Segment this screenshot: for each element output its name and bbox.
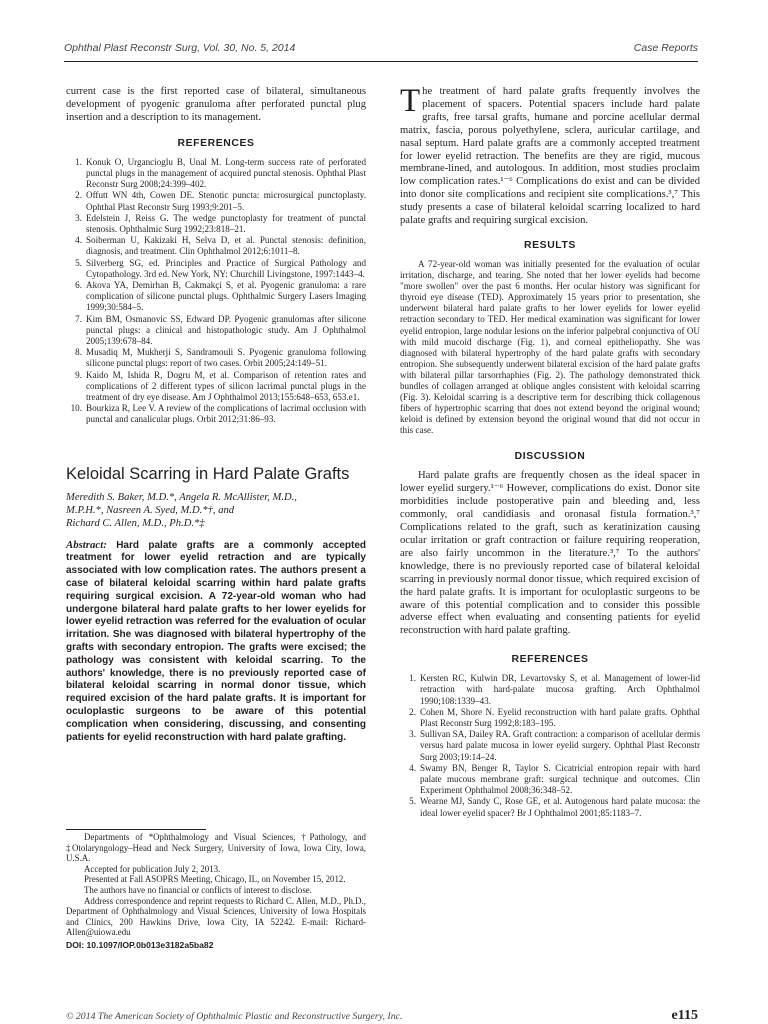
reference-item: [66, 157, 366, 191]
footnote-conflicts: The authors have no financial or conflicts of interest to disclose.: [84, 884, 312, 895]
footnote-rule: [66, 829, 206, 830]
discussion-text: Hard palate grafts are frequently chosen as the ideal spacer in lower eyelid surgery.¹⁻⁶ However, complications do exist. Donor site morbidities include postoperative pain and bleeding and, less commonly, oral candidiasis and oronasal fistula formation.³,⁷ Complications related to the graft, such as keratinization causing ocular irritation or graft contraction or failure requiring reoperation, are also fairly uncommon in the literature.³,⁷ To the authors' knowledge, there is no previously reported case of bilateral keloidal scarring in previously normal donor tissue, which required excision of the hard palate grafts. It is important for oculoplastic surgeons to be aware of this potential complication and to consider this possible adverse effect when evaluating and consenting patients for eyelid reconstruction with hard palate grafting.: [400, 470, 700, 637]
footnote-accepted: Accepted for publication July 2, 2013.: [84, 863, 221, 874]
reference-text: Kim BM, Osmanovic SS, Edward DP. Pyogenic granulomas after silicone punctal plugs: a clinical and histopathologic study. Am J Ophthalmol 2005;139:678–84.: [86, 313, 366, 346]
reference-text: Cohen M, Shore N. Eyelid reconstruction with hard palate grafts. Ophthal Plast Reconstr Surg 1992;8:183–195.: [420, 706, 700, 729]
reference-text: Swamy BN, Benger R, Taylor S. Cicatricial entropion repair with hard palate mucous membrane graft: surgical technique and outcomes. Clin Experiment Ophthalmol 2008;36:348–52.: [420, 762, 700, 796]
references-heading: REFERENCES: [177, 137, 255, 149]
references-heading: REFERENCES: [511, 654, 589, 666]
footnotes: [66, 832, 366, 951]
reference-item: [66, 280, 366, 314]
reference-number: 7.: [75, 313, 82, 324]
reference-number: 2.: [75, 190, 82, 201]
reference-item: [400, 707, 700, 729]
abstract-text: Hard palate grafts are a commonly accepted treatment for lower eyelid retraction and are typically associated with low complication rates. The authors present a case of bilateral keloidal scarring within hard palate grafts requiring surgical excision. A 72-year-old woman who had undergone bilateral hard palate grafts to her lower eyelids for lower eyelid retraction was referred for the evaluation of ocular irritation. She was diagnosed with bilateral hypertrophy of the grafts with secondary entropion. The grafts were excised; the pathology was consistent with keloidal scarring. To the authors' knowledge, there is no previously reported case of bilateral keloidal scarring in normal donor tissue, which required excision of the hard palate grafts. It is important for oculoplastic surgeons to be aware of this potential complication when considering, discussing, and consenting patients for eyelid reconstruction with hard palate grafting.: [66, 539, 367, 743]
reference-number: 1.: [75, 156, 82, 167]
reference-number: 4.: [75, 235, 82, 246]
reference-text: Offutt WN 4th, Cowen DE. Stenotic puncta: microsurgical punctoplasty. Ophthal Plast Reconstr Surg 1993;9:201–5.: [86, 190, 366, 212]
reference-item: [66, 213, 366, 235]
header-rule: [64, 61, 698, 62]
running-header: [64, 42, 698, 58]
previous-article-conclusion: current case is the first reported case of bilateral, simultaneous development of pyogenic granuloma after perforated punctal plug insertion and a description to its management.: [66, 86, 366, 123]
author-line: Meredith S. Baker, M.D.*, Angela R. McAllister, M.D.,: [66, 491, 297, 503]
reference-text: Bourkiza R, Lee V. A review of the complications of lacrimal occlusion with punctal and canalicular plugs. Orbit 2012;31:86–93.: [86, 403, 366, 425]
reference-number: 9.: [75, 369, 82, 380]
reference-number: 3.: [409, 729, 416, 740]
reference-text: Silverberg SG, ed. Principles and Practice of Surgical Pathology and Cytopathology. 3rd ed. New York, NY: Churchill Livingstone, 1997:1443–4.: [86, 257, 366, 279]
reference-number: 3.: [75, 212, 82, 223]
reference-item: [400, 729, 700, 763]
reference-item: [400, 763, 700, 797]
journal-citation: Ophthal Plast Reconstr Surg, Vol. 30, No. 5, 2014: [64, 42, 296, 54]
results-heading: RESULTS: [524, 239, 576, 251]
reference-text: Musadiq M, Mukherji S, Sandramouli S. Pyogenic granuloma following silicone punctal plugs: report of two cases. Orbit 2005;24:149–51.: [86, 347, 366, 369]
reference-text: Kaido M, Ishida R, Dogru M, et al. Comparison of retention rates and complications of 2 different types of silicon lacrimal punctal plugs in the treatment of dry eye disease. Am J Ophthalmol 2013;155:648–653, 653.e1.: [86, 369, 366, 402]
reference-number: 2.: [409, 706, 416, 717]
abstract-label: Abstract:: [66, 538, 107, 551]
page-footer: [66, 1008, 700, 1024]
introduction-text: he treatment of hard palate grafts frequently involves the placement of spacers. Potential spacers include hard palate grafts, free tarsal grafts, humane and porcine acellular dermal matrix, fascia, porous polyethylene, sclera, auricular cartilage, and nasal septum. Hard palate grafts are a commonly accepted treatment for lower eyelid retraction. The benefits are they are rigid, mucous membrane-lined, and autologous. In addition, most studies proclaim low complication rates.¹⁻⁶ Complications do exist and can be divided into donor site complications and recipient site complications.³,⁷ This study presents a case of bilateral keloidal scarring localized to hard palate grafts and requiring surgical excision.: [400, 86, 700, 227]
reference-item: [400, 796, 700, 818]
reference-item: [66, 258, 366, 280]
reference-number: 10.: [70, 403, 82, 414]
left-column: [66, 86, 366, 744]
reference-item: [400, 673, 700, 707]
doi-link[interactable]: DOI: 10.1097/IOP.0b013e3182a5ba82: [66, 939, 214, 950]
reference-number: 4.: [409, 762, 416, 773]
reference-item: [66, 190, 366, 212]
reference-item: [66, 403, 366, 425]
introduction: [400, 83, 700, 228]
author-line: Richard C. Allen, M.D., Ph.D.*‡: [66, 517, 205, 529]
drop-cap: T: [400, 83, 421, 119]
discussion-heading: DISCUSSION: [514, 451, 586, 463]
reference-text: Soiberman U, Kakizaki H, Selva D, et al. Punctal stenosis: definition, diagnosis, and treatment. Clin Ophthalmol 2012;6:1011–8.: [86, 235, 366, 257]
footnote-affiliations: Departments of *Ophthalmology and Visual Sciences, †Pathology, and ‡Otolaryngology–Head and Neck Surgery, University of Iowa, Iowa City, Iowa, U.S.A.: [66, 832, 366, 864]
right-column: [400, 83, 700, 819]
references-list: [400, 673, 700, 819]
reference-number: 5.: [409, 796, 416, 807]
results-text: A 72-year-old woman was initially presented for the evaluation of ocular irritation, discharge, and tearing. She noted that her lower eyelids had become "more swollen" over the past 6 months. Her ocular history was significant for thyroid eye disease (TED). Approximately 15 years prior to presentation, she underwent bilateral hard palate grafts to her lower eyelids for lower eyelid retraction secondary to TED. Her medical examination was significant for lower eyelid entropion, large nodular lesions on the inferior palpebral conjunctiva of OU with mild mucoid discharge (Fig. 1), and corneal epitheliopathy. She was diagnosed with bilateral hypertrophy of the hard palate grafts with secondary entropion. She subsequently underwent bilateral excision of the hard palate grafts with bilateral pillar tarsorrhaphies (Fig. 2). The pathology demonstrated thick bundles of collagen arranged at oblique angles consistent with keloidal scarring (Fig. 3). Keloidal scarring is a descriptive term for describing thick collagenous fibers of hypertrophic scarring that does not extend beyond the original wound; keloid is defined by extension beyond the original wound that did not occur in this case.: [400, 258, 700, 436]
copyright: © 2014 The American Society of Ophthalmic Plastic and Reconstructive Surgery, Inc.: [66, 1011, 403, 1022]
reference-item: [66, 370, 366, 404]
reference-text: Konuk O, Urgancioglu B, Unal M. Long-term success rate of perforated punctal plugs in the management of acquired punctal stenosis. Ophthal Plast Reconstr Surg 2008;24:399–402.: [86, 156, 366, 190]
reference-text: Wearne MJ, Sandy C, Rose GE, et al. Autogenous hard palate mucosa: the ideal lower eyelid spacer? Br J Ophthalmol 2001;85:1183–7.: [420, 796, 700, 818]
reference-number: 8.: [75, 347, 82, 358]
reference-text: Sullivan SA, Dailey RA. Graft contraction: a comparison of acellular dermis versus hard palate mucosa in lower eyelid surgery. Ophthal Plast Reconstr Surg 2003;19:14–24.: [420, 729, 700, 762]
footnote-presented: Presented at Fall ASOPRS Meeting, Chicago, IL, on November 15, 2012.: [84, 874, 346, 885]
reference-number: 5.: [75, 257, 82, 268]
reference-text: Kersten RC, Kulwin DR, Levartovsky S, et al. Management of lower-lid retraction with hard-palate mucosa grafting. Arch Ophthalmol 1990;108:1339–43.: [420, 673, 700, 706]
reference-item: [66, 347, 366, 369]
author-line: M.P.H.*, Nasreen A. Syed, M.D.*†, and: [66, 504, 235, 516]
references-list: [66, 157, 366, 426]
reference-item: [66, 314, 366, 348]
reference-text: Edelstein J, Reiss G. The wedge punctoplasty for treatment of punctal stenosis. Ophthalmic Surg 1992;23:818–21.: [86, 212, 366, 234]
page-number: e115: [671, 1008, 698, 1023]
reference-text: Akova YA, Demirhan B, Cakmakçi S, et al. Pyogenic granuloma: a rare complication of silicone punctal plugs. Ophthalmic Surgery Lasers Imaging 1999;30:584–5.: [86, 279, 366, 313]
reference-number: 6.: [75, 279, 82, 290]
reference-item: [66, 235, 366, 257]
section-label: Case Reports: [633, 42, 698, 54]
footnote-address: Address correspondence and reprint requests to Richard C. Allen, M.D., Ph.D., Department of Ophthalmology and Visual Sciences, University of Iowa Hospitals and Clinics, 200 Hawkins Drive, Iowa City, IA 52242. E-mail: Richard-Allen@uiowa.edu: [66, 895, 366, 938]
reference-number: 1.: [409, 673, 416, 684]
article-title: Keloidal Scarring in Hard Palate Grafts: [66, 464, 350, 483]
abstract: [66, 539, 366, 745]
